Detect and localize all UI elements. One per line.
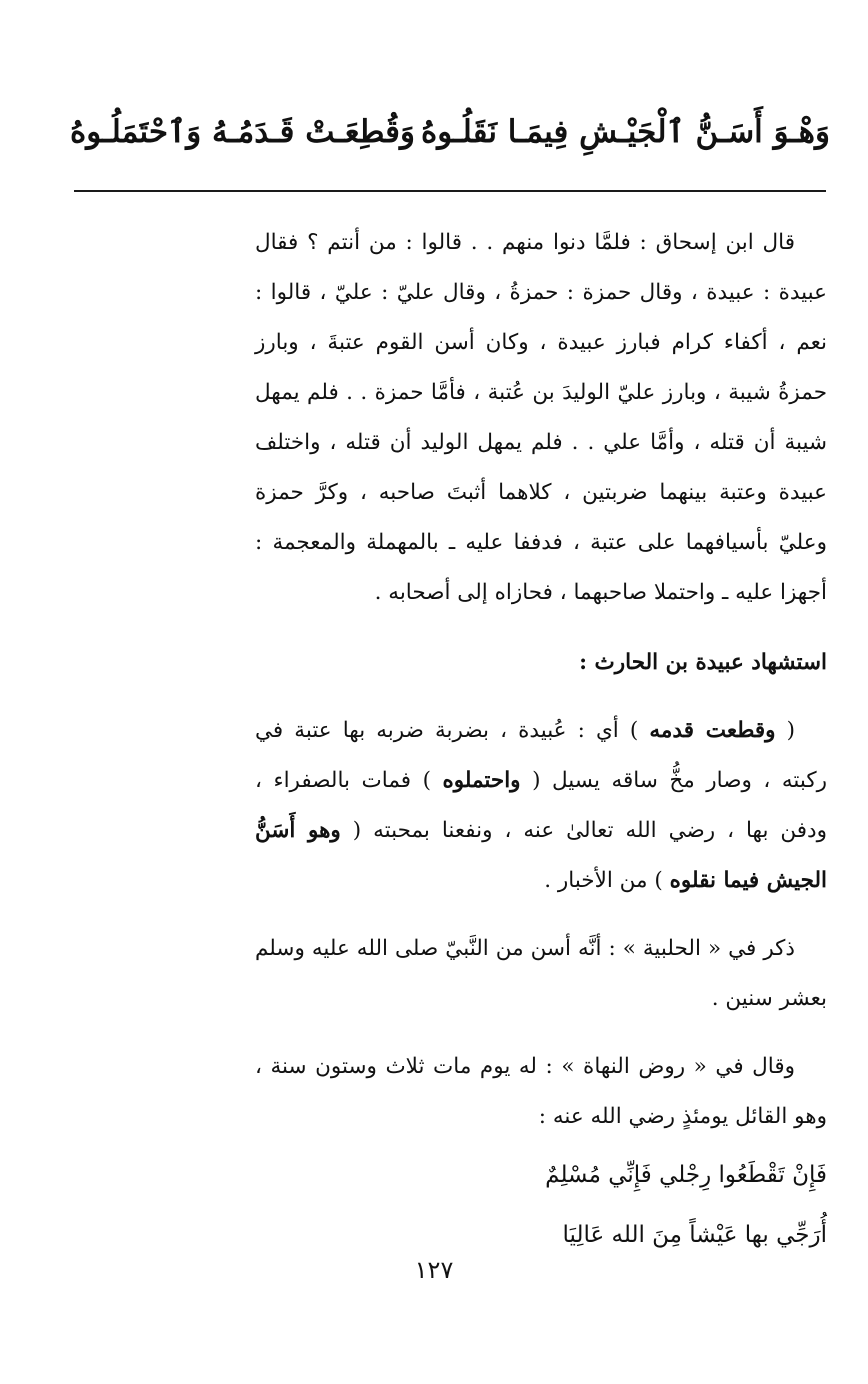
quoted-phrase-1: وقطعت قدمه bbox=[649, 718, 776, 743]
paragraph-rawd: وقال في « روض النهاة » : له يوم مات ثلاث وستون سنة ، وهو القائل يومئذٍ رضي الله عنه : bbox=[255, 1054, 827, 1129]
commentary-text-3: ) من الأخبار . bbox=[544, 868, 663, 893]
paren-open: ( bbox=[786, 718, 795, 743]
verse-header bbox=[70, 100, 830, 164]
body-text bbox=[255, 218, 827, 1262]
paragraph-narration: قال ابن إسحاق : فلمَّا دنوا منهم . . قالوا : من أنتم ؟ فقال عبيدة : عبيدة ، وقال حمزة : حمزةُ ، وقال عليّ : عليّ ، قالوا : نعم ، أكفاء كرام فبارز عبيدة ، وكان أسن القوم عتبةَ ، وبارز حمزةُ شيبة ، وبارز عليّ الوليدَ بن عُتبة ، فأمَّا حمزة . . فلم يمهل شيبة أن قتله ، وأمَّا علي . . فلم يمهل الوليد أن قتله ، واختلف عبيدة وعتبة بينهما ضربتين ، كلاهما أثبتَ صاحبه ، وكرَّ حمزة وعليّ بأسيافهما على عتبة ، فدففا عليه ـ بالمهملة والمعجمة : أجهزا عليه ـ واحتملا صاحبهما ، فحازاه إلى أصحابه . bbox=[255, 230, 827, 605]
verse-hemistich-right: وَقُطِعَـتْ قَـدَمُـهُ وَٱحْتَمَلُـوهُ bbox=[70, 114, 415, 150]
commentary-text-2: ) فمات بالصفراء ، ودفن بها ، رضي الله تعالىٰ عنه ، ونفعنا بمحبته ( bbox=[255, 768, 827, 843]
poem-line-2: أُرَجِّي بها عَيْشاً مِنَ الله عَالِيَا bbox=[562, 1222, 827, 1248]
quoted-phrase-3: وهو أَسَنُّ الجيش فيما نقلوه bbox=[255, 818, 827, 893]
paragraph-commentary bbox=[255, 706, 827, 906]
paragraph-halabiyya: ذكر في « الحلبية » : أنَّه أسن من النَّبيّ صلى الله عليه وسلم بعشر سنين . bbox=[255, 936, 827, 1011]
page-number: ١٢٧ bbox=[414, 1256, 454, 1284]
header-divider bbox=[74, 190, 826, 192]
quoted-phrase-2: واحتملوه bbox=[442, 768, 521, 793]
poem-line-1: فَإِنْ تَقْطَعُوا رِجْلي فَإِنِّي مُسْلِمٌ bbox=[545, 1162, 827, 1188]
commentary-text-1: ) أي : عُبيدة ، بضربة ضربه بها عتبة في ركبته ، وصار مخُّ ساقه يسيل ( bbox=[255, 718, 827, 793]
verse-hemistich-left: وَهْـوَ أَسَـنُّ ٱلْجَيْـشِ فِيمَـا نَقَلُـوهُ bbox=[421, 114, 830, 150]
section-heading: استشهاد عبيدة بن الحارث : bbox=[579, 650, 827, 675]
